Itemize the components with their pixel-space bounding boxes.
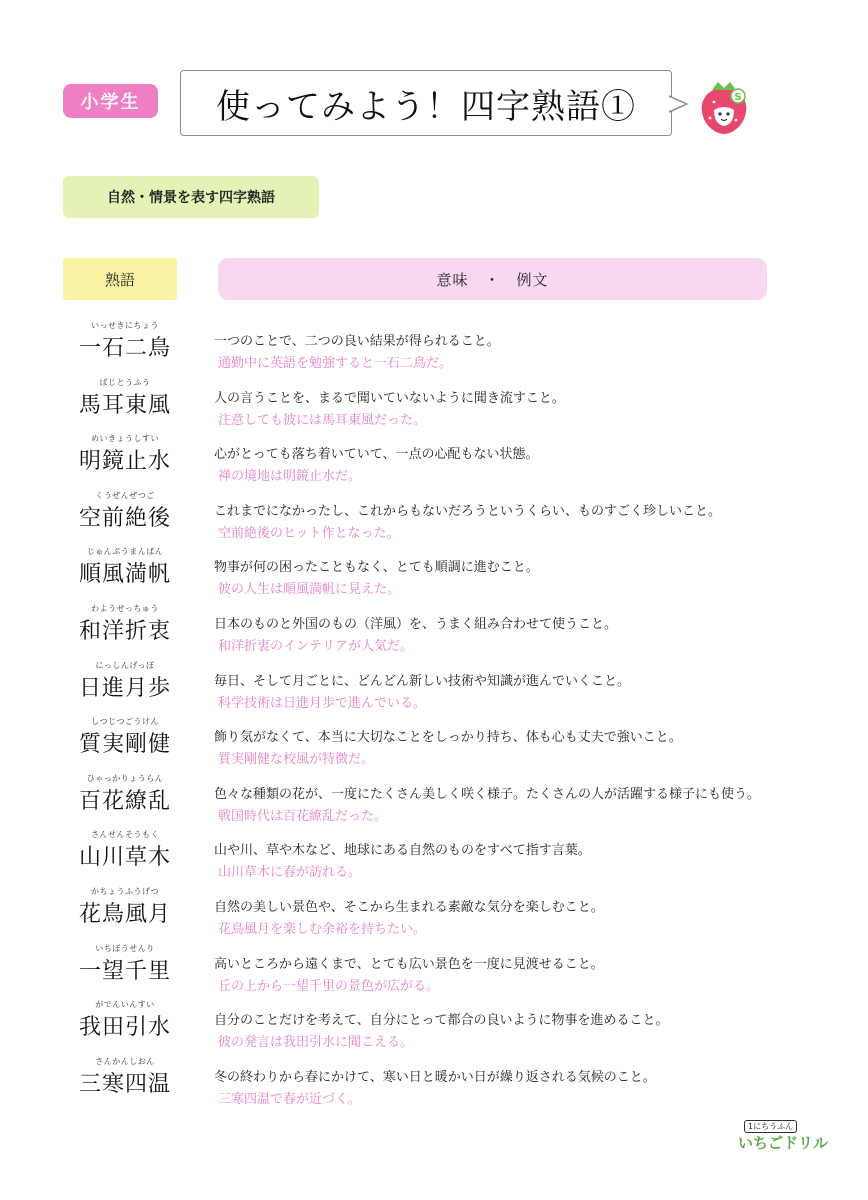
idiom-row bbox=[63, 1054, 843, 1111]
idiom-example: 丘の上から一望千里の景色が広がる。 bbox=[218, 978, 440, 994]
idiom-meaning: 飾り気がなくて、本当に大切なことをしっかり持ち、体も心も丈夫で強いこと。 bbox=[214, 730, 682, 746]
brand-tagline: 1にちうふん bbox=[744, 1120, 797, 1133]
idiom-term: 我田引水 bbox=[78, 1015, 171, 1041]
idiom-reading: いちぼうせんり bbox=[95, 943, 155, 953]
idiom-reading: めいきょうしすい bbox=[91, 434, 159, 444]
idiom-reading: いっせきにちょう bbox=[91, 321, 159, 330]
idiom-term: 質実剛健 bbox=[78, 732, 171, 758]
idiom-reading: ひゃっかりょうらん bbox=[86, 773, 164, 783]
idiom-example: 禅の境地は明鏡止水だ。 bbox=[218, 469, 362, 485]
idiom-example: 花鳥風月を楽しむ余裕を持ちたい。 bbox=[218, 921, 427, 937]
idiom-list bbox=[63, 318, 843, 1110]
grade-badge: 小学生 bbox=[63, 84, 158, 118]
idiom-example: 彼の発言は我田引水に聞こえる。 bbox=[218, 1035, 414, 1051]
idiom-meaning: 日本のものと外国のもの（洋風）を、うまく組み合わせて使うこと。 bbox=[214, 616, 618, 632]
idiom-row bbox=[63, 997, 843, 1054]
idiom-meaning: 冬の終わりから春にかけて、寒い日と暖かい日が繰り返される気候のこと。 bbox=[214, 1069, 656, 1085]
idiom-row bbox=[63, 318, 843, 375]
idiom-term: 明鏡止水 bbox=[78, 449, 171, 475]
idiom-term: 順風満帆 bbox=[78, 562, 171, 588]
idiom-meaning: 色々な種類の花が、一度にたくさん美しく咲く様子。たくさんの人が活躍する様子にも使う。 bbox=[214, 786, 761, 802]
idiom-reading: くうぜんぜつご bbox=[95, 490, 155, 500]
idiom-row bbox=[63, 431, 843, 488]
idiom-example: 戦国時代は百花繚乱だった。 bbox=[218, 808, 388, 824]
idiom-reading: かちょうふうげつ bbox=[91, 886, 159, 896]
idiom-meaning: 自分のことだけを考えて、自分にとって都合の良いように物事を進めること。 bbox=[214, 1013, 669, 1029]
idiom-row bbox=[63, 771, 843, 828]
column-header-meaning: 意味 ・ 例文 bbox=[218, 258, 767, 300]
column-header-term: 熟語 bbox=[63, 258, 177, 300]
idiom-meaning: 毎日、そして月ごとに、どんどん新しい技術や知識が進んでいくこと。 bbox=[214, 673, 631, 689]
idiom-reading: しつじつごうけん bbox=[91, 717, 159, 727]
idiom-row bbox=[63, 544, 843, 601]
idiom-reading: さんかんしおん bbox=[95, 1056, 155, 1066]
idiom-meaning: 心がとっても落ち着いていて、一点の心配もない状態。 bbox=[214, 447, 539, 463]
idiom-term: 三寒四温 bbox=[78, 1071, 171, 1097]
idiom-example: 山川草木に春が訪れる。 bbox=[218, 865, 362, 881]
page-title: 使ってみよう！四字熟語① bbox=[180, 70, 672, 136]
idiom-term: 百花繚乱 bbox=[78, 788, 171, 814]
idiom-example: 空前絶後のヒット作となった。 bbox=[218, 525, 400, 541]
idiom-reading: ばじとうふう bbox=[99, 377, 151, 387]
idiom-row bbox=[63, 884, 843, 941]
speech-bubble-tail bbox=[669, 94, 689, 114]
idiom-reading: がでんいんすい bbox=[95, 1000, 155, 1010]
idiom-term: 馬耳東風 bbox=[78, 392, 171, 418]
idiom-example: 注意しても彼には馬耳東風だった。 bbox=[218, 412, 427, 428]
idiom-term: 一石二鳥 bbox=[78, 336, 171, 361]
strawberry-mascot-icon bbox=[698, 80, 750, 136]
idiom-row bbox=[63, 601, 843, 658]
idiom-term: 日進月歩 bbox=[78, 675, 171, 701]
idiom-meaning: 一つのことで、二つの良い結果が得られること。 bbox=[214, 334, 500, 349]
brand-name: いちごドリル bbox=[738, 1134, 829, 1152]
brand-logo bbox=[738, 1120, 829, 1160]
svg-text:S: S bbox=[734, 92, 742, 103]
idiom-meaning: 高いところから遠くまで、とても広い景色を一度に見渡せること。 bbox=[214, 956, 604, 972]
idiom-row bbox=[63, 488, 843, 545]
idiom-row bbox=[63, 658, 843, 715]
idiom-example: 科学技術は日進月歩で進んでいる。 bbox=[218, 695, 427, 711]
idiom-reading: にっしんげっぽ bbox=[95, 660, 155, 670]
idiom-meaning: 山や川、草や木など、地球にある自然のものをすべて指す言葉。 bbox=[214, 843, 591, 859]
idiom-term: 一望千里 bbox=[78, 958, 171, 984]
idiom-meaning: 物事が何の困ったこともなく、とても順調に進むこと。 bbox=[214, 560, 539, 576]
idiom-term: 和洋折衷 bbox=[78, 618, 171, 644]
idiom-example: 質実剛健な校風が特徴だ。 bbox=[218, 752, 375, 768]
idiom-example: 和洋折衷のインテリアが人気だ。 bbox=[218, 638, 414, 654]
idiom-meaning: これまでになかったし、これからもないだろうというくらい、ものすごく珍しいこと。 bbox=[214, 503, 722, 519]
idiom-term: 山川草木 bbox=[78, 845, 171, 871]
idiom-reading: じゅんぷうまんぱん bbox=[86, 547, 164, 557]
section-tag: 自然・情景を表す四字熟語 bbox=[63, 176, 319, 218]
idiom-reading: さんせんそうもく bbox=[91, 830, 159, 840]
idiom-reading: わようせっちゅう bbox=[91, 603, 159, 613]
idiom-row bbox=[63, 941, 843, 998]
idiom-row bbox=[63, 827, 843, 884]
idiom-meaning: 人の言うことを、まるで聞いていないように聞き流すこと。 bbox=[214, 390, 565, 406]
idiom-row bbox=[63, 714, 843, 771]
idiom-example: 通勤中に英語を勉強すると一石二鳥だ。 bbox=[218, 356, 453, 371]
idiom-example: 彼の人生は順風満帆に見えた。 bbox=[218, 582, 401, 598]
idiom-term: 空前絶後 bbox=[78, 505, 171, 531]
idiom-row bbox=[63, 375, 843, 432]
idiom-term: 花鳥風月 bbox=[78, 901, 171, 927]
idiom-example: 三寒四温で春が近づく。 bbox=[218, 1091, 361, 1107]
idiom-meaning: 自然の美しい景色や、そこから生まれる素敵な気分を楽しむこと。 bbox=[214, 899, 604, 915]
